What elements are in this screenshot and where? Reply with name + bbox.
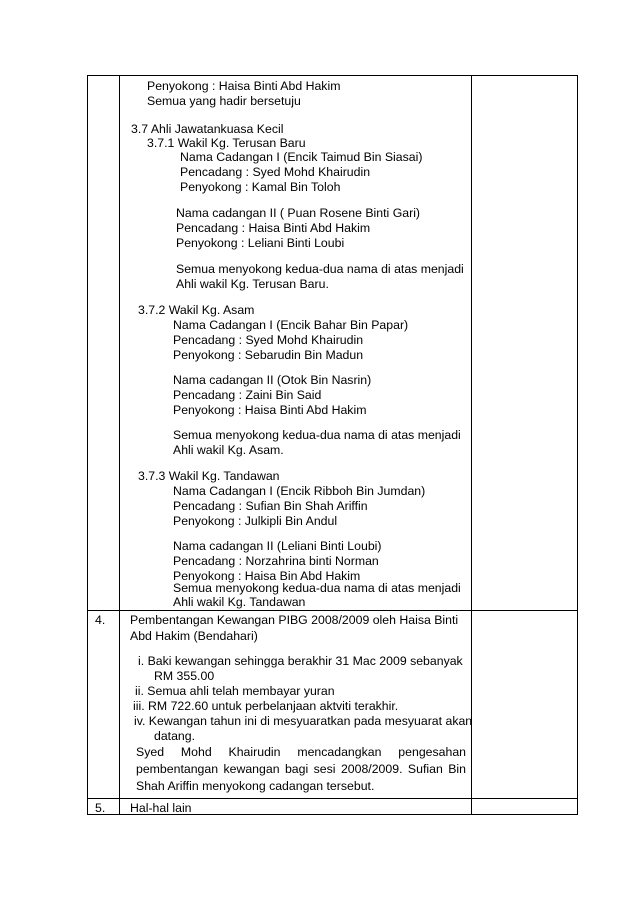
list-item: Penyokong : Haisa Binti Abd Hakim (147, 79, 341, 93)
list-item: Pencadang : Syed Mohd Khairudin (173, 333, 364, 347)
list-item: Penyokong : Sebarudin Bin Madun (173, 348, 364, 362)
list-item: Nama cadangan II (Leliani Binti Loubi) (173, 539, 382, 553)
list-item: Pencadang : Zaini Bin Said (173, 388, 322, 402)
list-item: Pencadang : Norzahrina binti Norman (173, 554, 379, 568)
list-item: Pencadang : Sufian Bin Shah Ariffin (173, 499, 368, 513)
subsection-heading: 3.7.2 Wakil Kg. Asam (138, 303, 255, 317)
list-item: Penyokong : Haisa Bin Abd Hakim (173, 569, 361, 583)
list-item: Penyokong : Leliani Binti Loubi (176, 236, 345, 250)
list-item: iii. RM 722.60 untuk perbelanjaan aktviti terakhir. (133, 699, 399, 713)
list-item: datang. (154, 729, 196, 743)
section-heading: 3.7 Ahli Jawatankuasa Kecil (131, 122, 284, 136)
list-item: iv. Kewangan tahun ini di mesyuaratkan pada mesyuarat akan (134, 714, 473, 728)
row-number: 4. (95, 613, 106, 627)
row-divider (88, 610, 577, 611)
subsection-heading: 3.7.1 Wakil Kg. Terusan Baru (147, 136, 306, 150)
list-item: Penyokong : Kamal Bin Toloh (180, 180, 341, 194)
list-item: Nama cadangan II (Otok Bin Nasrin) (173, 373, 372, 387)
list-item: Nama Cadangan I (Encik Ribboh Bin Jumdan) (173, 484, 426, 498)
resolution-paragraph: Syed Mohd Khairudin mencadangkan pengesahan pembentangan kewangan bagi sesi 2008/2009. Sufian Bin Shah Ariffin menyokong cadangan tersebut. (136, 745, 466, 793)
item-title: Hal-hal lain (130, 801, 192, 815)
list-item: Nama Cadangan I (Encik Bahar Bin Papar) (173, 318, 409, 332)
list-item: Ahli wakil Kg. Tandawan (173, 595, 306, 609)
subsection-heading: 3.7.3 Wakil Kg. Tandawan (138, 469, 280, 483)
list-item: Ahli wakil Kg. Asam. (173, 443, 284, 457)
list-item: ii. Semua ahli telah membayar yuran (135, 684, 335, 698)
list-item: Penyokong : Julkipli Bin Andul (173, 514, 338, 528)
list-item: Semua yang hadir bersetuju (147, 94, 301, 108)
list-item: i. Baki kewangan sehingga berakhir 31 Mac 2009 sebanyak (138, 654, 463, 668)
list-item: Penyokong : Haisa Binti Abd Hakim (173, 403, 367, 417)
list-item: Pencadang : Syed Mohd Khairudin (180, 165, 371, 179)
item-title: Abd Hakim (Bendahari) (130, 629, 258, 643)
item-title: Pembentangan Kewangan PIBG 2008/2009 oleh Haisa Binti (130, 613, 459, 627)
column-divider (119, 76, 120, 814)
minutes-table (87, 75, 578, 815)
list-item: Ahli wakil Kg. Terusan Baru. (176, 277, 329, 291)
column-divider (471, 76, 472, 814)
row-number: 5. (95, 801, 106, 815)
list-item: Semua menyokong kedua-dua nama di atas menjadi (173, 428, 461, 442)
list-item: Nama Cadangan I (Encik Taimud Bin Siasai) (180, 150, 423, 164)
list-item: Semua menyokong kedua-dua nama di atas menjadi (176, 262, 464, 276)
list-item: RM 355.00 (154, 669, 215, 683)
list-item: Nama cadangan II ( Puan Rosene Binti Gari) (176, 206, 421, 220)
list-item: Semua menyokong kedua-dua nama di atas menjadi (173, 581, 461, 595)
row-divider (88, 798, 577, 799)
list-item: Pencadang : Haisa Binti Abd Hakim (176, 221, 371, 235)
